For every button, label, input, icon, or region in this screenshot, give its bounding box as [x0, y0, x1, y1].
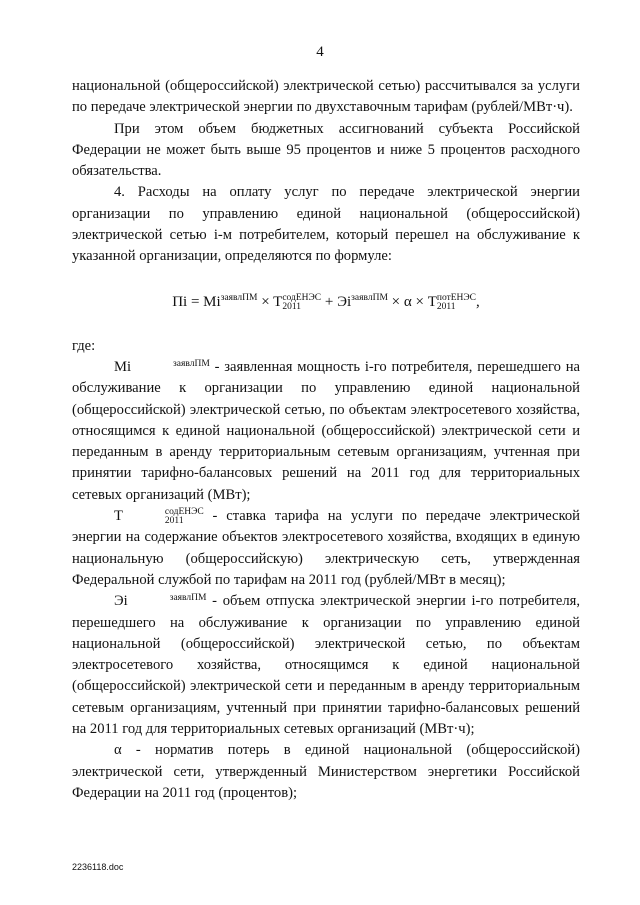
def-ei-sup: заявлПМ	[169, 593, 207, 604]
formula-t1-sup: содЕНЭС	[282, 292, 322, 303]
def-mi-text: - заявленная мощность i-го потребителя, перешедшего на обслуживание к организации по управлению единой национальной (общероссийской) электрической сетью, по объектам электросетевого хозяйства, относящимся к единой национальной (общероссийской) электрической сети и переданным в аренду территориальным сетевым организациям, учтенная при принятии тарифно-балансовых решений на 2011 год для территориальных сетевых организаций (МВт);	[72, 358, 580, 503]
formula-comma: ,	[476, 293, 480, 310]
formula-lhs: Пi = Mi	[172, 293, 221, 310]
definition-t	[72, 506, 580, 591]
paragraph-continuation: национальной (общероссийской) электрической сетью) рассчитывался за услуги по передаче электрической энергии по двухставочным тарифам (рублей/МВт·ч).	[72, 78, 580, 116]
paragraph-item-4: 4. Расходы на оплату услуг по передаче электрической энергии организации по управлению единой национальной (общероссийской) электрической сетью i-м потребителем, который перешел на обслуживание к указанной организации, определяются по формуле:	[72, 184, 580, 265]
def-t-symbol: T	[114, 508, 123, 525]
definition-ei	[72, 591, 580, 740]
formula-e: Эi	[337, 293, 352, 310]
paragraph-budget: При этом объем бюджетных ассигнований субъекта Российской Федерации не может быть выше 95 процентов и ниже 5 процентов расходного обязательства.	[72, 120, 580, 180]
formula-sup-1: заявлПМ	[220, 293, 258, 304]
def-mi-sup: заявлПМ	[173, 358, 210, 369]
def-ei-text: - объем отпуска электрической энергии i-го потребителя, перешедшего на обслуживание к организации по управлению единой национальной (общероссийской) электрической сетью, по объектам электросетевого хозяйства, относящимся к единой национальной (общероссийской) электрической сети и переданным в аренду территориальным сетевым организациям, учтенный при принятии тарифно-балансовых решений на 2011 год для территориальных сетевых организаций (МВт·ч);	[72, 593, 580, 738]
definition-mi	[72, 357, 580, 506]
formula-t1: T	[273, 293, 283, 310]
def-t-sub: 2011	[164, 516, 184, 527]
def-mi-symbol: Mi	[114, 358, 132, 375]
page-number: 4	[316, 44, 324, 60]
formula-sup-2: заявлПМ	[351, 293, 388, 304]
def-ei-symbol: Эi	[114, 593, 128, 610]
formula-alpha-term: × α ×	[391, 293, 424, 310]
formula-t2: T	[427, 293, 437, 310]
footer-filename: 2236118.doc	[72, 862, 124, 872]
formula	[72, 290, 580, 314]
def-alpha-symbol: α	[114, 742, 122, 759]
body-text	[72, 76, 580, 804]
where-label: где:	[72, 337, 96, 354]
formula-t2-sub: 2011	[436, 301, 456, 312]
definition-alpha	[72, 740, 580, 804]
formula-times-1: ×	[261, 293, 270, 310]
def-alpha-text: - норматив потерь в единой национальной (общероссийской) электрической сети, утвержденный Министерством энергетики Российской Федерации на 2011 год (процентов);	[72, 742, 580, 801]
formula-plus: +	[324, 293, 334, 310]
def-t-text: - ставка тарифа на услуги по передаче электрической энергии на содержание объектов электросетевого хозяйства, входящих в единую национальную (общероссийскую) электрическую сеть, утвержденная Федеральной службой по тарифам на 2011 год (рублей/МВт в месяц);	[72, 508, 580, 588]
formula-t2-sup: потЕНЭС	[436, 292, 477, 303]
def-t-sup: содЕНЭС	[164, 507, 204, 518]
formula-t1-sub: 2011	[282, 301, 301, 312]
